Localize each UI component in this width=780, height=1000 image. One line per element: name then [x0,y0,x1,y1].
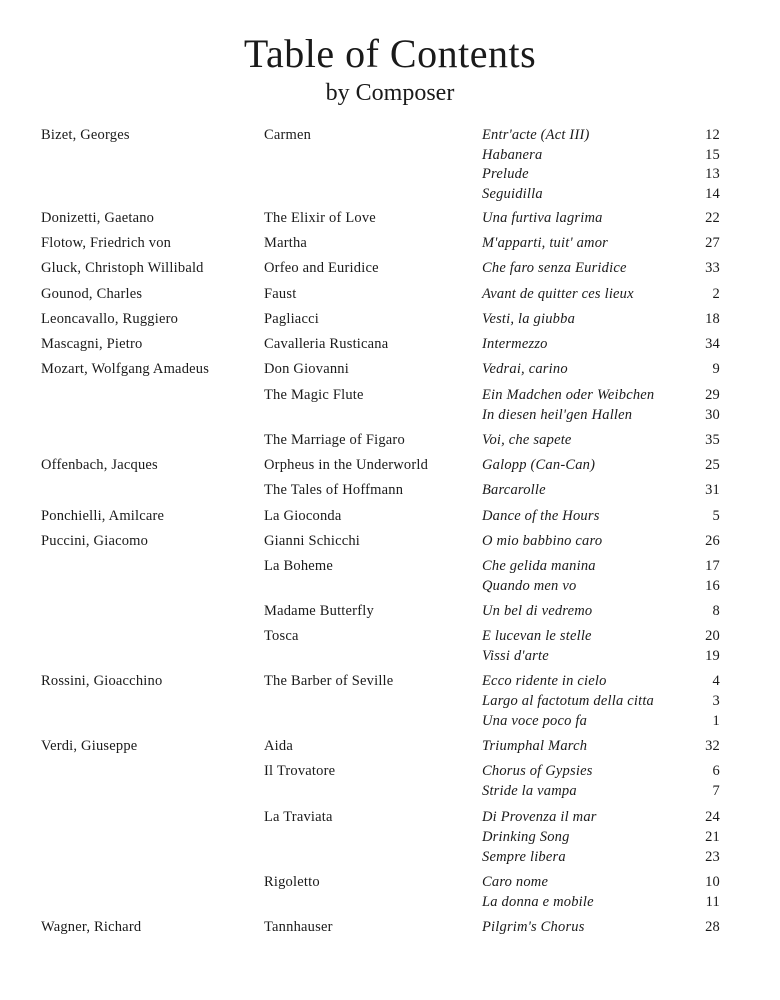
opera-title: La Gioconda [264,508,342,524]
composer-name: Donizetti, Gaetano [41,210,155,226]
opera-title: Tannhauser [264,919,333,935]
aria-title: Un bel di vedremo [482,603,593,619]
composer-name: Bizet, Georges [41,127,130,143]
page-number: 18 [705,311,720,327]
composer-name: Leoncavallo, Ruggiero [41,311,179,327]
composer-name: Flotow, Friedrich von [41,235,172,251]
composer-name: Offenbach, Jacques [41,457,158,473]
page-number: 28 [705,919,720,935]
aria-title: Barcarolle [482,482,546,498]
opera-title: Don Giovanni [264,361,349,377]
page-number: 23 [705,849,720,865]
aria-title: Ecco ridente in cielo [482,673,607,689]
page-number: 8 [712,603,720,619]
page-number: 12 [705,127,720,143]
composer-name: Mascagni, Pietro [41,336,143,352]
page-number: 16 [705,578,720,594]
aria-title: Drinking Song [482,829,570,845]
aria-title: Che faro senza Euridice [482,260,627,276]
aria-title: Largo al factotum della citta [482,693,655,709]
page-number: 6 [712,763,720,779]
opera-title: Orfeo and Euridice [264,260,379,276]
aria-title: Vissi d'arte [482,648,549,664]
opera-title: Martha [264,235,308,251]
aria-title: M'apparti, tuit' amor [482,235,609,251]
page-number: 7 [712,783,720,799]
aria-title: Sempre libera [482,849,566,865]
aria-title: Caro nome [482,874,549,890]
page-number: 32 [705,738,720,754]
page-number: 14 [705,186,720,202]
aria-title: Che gelida manina [482,558,596,574]
page-number: 22 [705,210,720,226]
aria-title: Triumphal March [482,738,588,754]
page-number: 35 [705,432,720,448]
page-number: 27 [705,235,720,251]
composer-name: Mozart, Wolfgang Amadeus [41,361,210,377]
aria-title: Di Provenza il mar [482,809,597,825]
aria-title: Chorus of Gypsies [482,763,593,779]
aria-title: Avant de quitter ces lieux [482,286,634,302]
page-number: 21 [705,829,720,845]
page-number: 17 [705,558,720,574]
page-number: 34 [705,336,720,352]
opera-title: The Elixir of Love [264,210,376,226]
page-number: 9 [712,361,720,377]
page-number: 19 [705,648,720,664]
page-number: 20 [705,628,720,644]
opera-title: Aida [264,738,293,754]
opera-title: The Barber of Seville [264,673,394,689]
aria-title: Habanera [482,147,543,163]
page-number: 30 [705,407,720,423]
aria-title: Entr'acte (Act III) [482,127,590,143]
aria-title: Ein Madchen oder Weibchen [482,387,655,403]
opera-title: Gianni Schicchi [264,533,361,549]
opera-title: The Magic Flute [264,387,364,403]
opera-title: La Boheme [264,558,334,574]
opera-title: La Traviata [264,809,333,825]
page-number: 10 [705,874,720,890]
page-number: 2 [712,286,720,302]
page-number: 24 [705,809,720,825]
aria-title: E lucevan le stelle [482,628,592,644]
opera-title: Faust [264,286,297,302]
aria-title: Quando men vo [482,578,577,594]
page-number: 25 [705,457,720,473]
page-number: 13 [705,166,720,182]
aria-title: Una furtiva lagrima [482,210,603,226]
page-number: 33 [705,260,720,276]
page-number: 15 [705,147,720,163]
aria-title: Voi, che sapete [482,432,572,448]
composer-name: Gluck, Christoph Willibald [41,260,204,276]
composer-name: Wagner, Richard [41,919,142,935]
aria-title: In diesen heil'gen Hallen [482,407,633,423]
page-number: 26 [705,533,720,549]
composer-name: Ponchielli, Amilcare [41,508,165,524]
composer-name: Puccini, Giacomo [41,533,149,549]
page-number: 11 [705,894,720,910]
aria-title: Dance of the Hours [482,508,600,524]
page-title: Table of Contents [243,31,537,76]
composer-name: Verdi, Giuseppe [41,738,138,754]
aria-title: La donna e mobile [482,894,594,910]
aria-title: Prelude [482,166,529,182]
opera-title: Rigoletto [264,874,320,890]
aria-title: O mio babbino caro [482,533,603,549]
composer-name: Rossini, Gioacchino [41,673,163,689]
page-number: 4 [712,673,720,689]
opera-title: Orpheus in the Underworld [264,457,429,473]
aria-title: Vedrai, carino [482,361,568,377]
opera-title: Il Trovatore [264,763,336,779]
page-number: 29 [705,387,720,403]
aria-title: Seguidilla [482,186,543,202]
opera-title: Tosca [264,628,299,644]
opera-title: The Tales of Hoffmann [264,482,404,498]
opera-title: The Marriage of Figaro [264,432,405,448]
opera-title: Pagliacci [264,311,319,327]
aria-title: Una voce poco fa [482,713,588,729]
aria-title: Pilgrim's Chorus [482,919,585,935]
opera-title: Carmen [264,127,312,143]
page-number: 5 [712,508,720,524]
page-number: 3 [712,693,720,709]
page-number: 31 [705,482,720,498]
opera-title: Madame Butterfly [264,603,374,619]
opera-title: Cavalleria Rusticana [264,336,389,352]
page-subtitle: by Composer [325,80,455,106]
page-number: 1 [712,713,720,729]
aria-title: Intermezzo [482,336,548,352]
aria-title: Vesti, la giubba [482,311,576,327]
aria-title: Stride la vampa [482,783,577,799]
composer-name: Gounod, Charles [41,286,143,302]
aria-title: Galopp (Can-Can) [482,457,596,473]
